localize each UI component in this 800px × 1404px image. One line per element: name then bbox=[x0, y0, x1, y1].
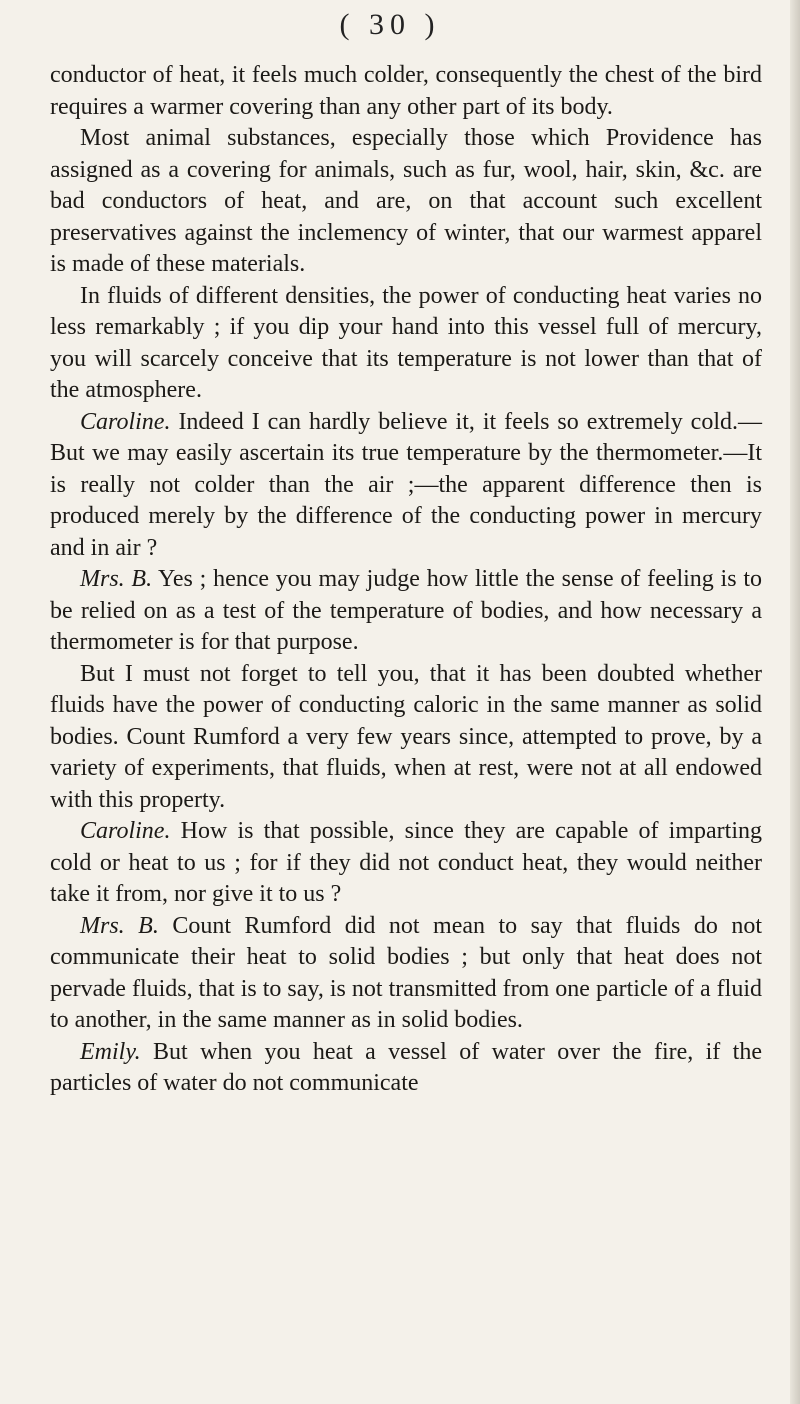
paragraph-text: conductor of heat, it feels much colder, consequently the chest of the bird requires a warmer covering than any other part of its body. bbox=[50, 62, 762, 120]
page-edge-shadow bbox=[790, 0, 800, 1404]
paragraph-text: Yes ; hence you may judge how little the sense of feeling is to be relied on as a test of the temperature of bodies, and how necessary a thermometer is for that purpose. bbox=[50, 566, 762, 655]
speaker-label: Emily. bbox=[80, 1038, 141, 1065]
paragraph-text: In fluids of different densities, the power of conducting heat varies no less remarkably ; if you dip your hand into this vessel full of mercury, you will scarcely conceive that its temperature is not lower than that of the atmosphere. bbox=[50, 282, 762, 403]
paragraph bbox=[50, 281, 762, 407]
page-number: ( 30 ) bbox=[339, 8, 441, 41]
paragraph bbox=[50, 60, 762, 123]
paragraph bbox=[50, 659, 762, 817]
speaker-label: Caroline. bbox=[80, 408, 171, 435]
paragraph bbox=[50, 123, 762, 281]
paragraph-text: Indeed I can hardly believe it, it feels so extremely cold.—But we may easily ascertain its true temperature by the thermometer.—It is really not colder than the air ;—the apparent difference then is produced merely by the difference of the conducting power in mercury and in air ? bbox=[50, 408, 762, 561]
paragraph-text: But I must not forget to tell you, that it has been doubted whether fluids have the power of conducting caloric in the same manner as solid bodies. Count Rumford a very few years since, attempted to prove, by a variety of experiments, that fluids, when at rest, were not at all endowed with this property. bbox=[50, 660, 762, 813]
speaker-label: Mrs. B. bbox=[80, 566, 153, 592]
body-text bbox=[50, 60, 762, 1100]
paragraph bbox=[50, 564, 762, 659]
speaker-label: Mrs. B. bbox=[80, 912, 159, 939]
paragraph-text: How is that possible, since they are capable of imparting cold or heat to us ; for if they did not conduct heat, they would neither take it from, nor give it to us ? bbox=[50, 818, 763, 907]
paragraph-text: But when you heat a vessel of water over the fire, if the particles of water do not communicate bbox=[50, 1038, 762, 1096]
paragraph bbox=[50, 816, 762, 911]
paragraph bbox=[50, 911, 762, 1037]
paragraph-text: Most animal substances, especially those which Providence has assigned as a covering for animals, such as fur, wool, hair, skin, &c. are bad conductors of heat, and are, on that account such excellent preservatives against the inclemency of winter, that our warmest apparel is made of these materials. bbox=[50, 125, 762, 277]
paragraph bbox=[50, 1037, 762, 1100]
paragraph-text: Count Rumford did not mean to say that fluids do not communicate their heat to solid bodies ; but only that heat does not pervade fluids, that is to say, is not transmitted from one particle of a fluid to another, in the same manner as in solid bodies. bbox=[50, 912, 763, 1033]
paragraph bbox=[50, 407, 762, 565]
speaker-label: Caroline. bbox=[80, 818, 171, 844]
